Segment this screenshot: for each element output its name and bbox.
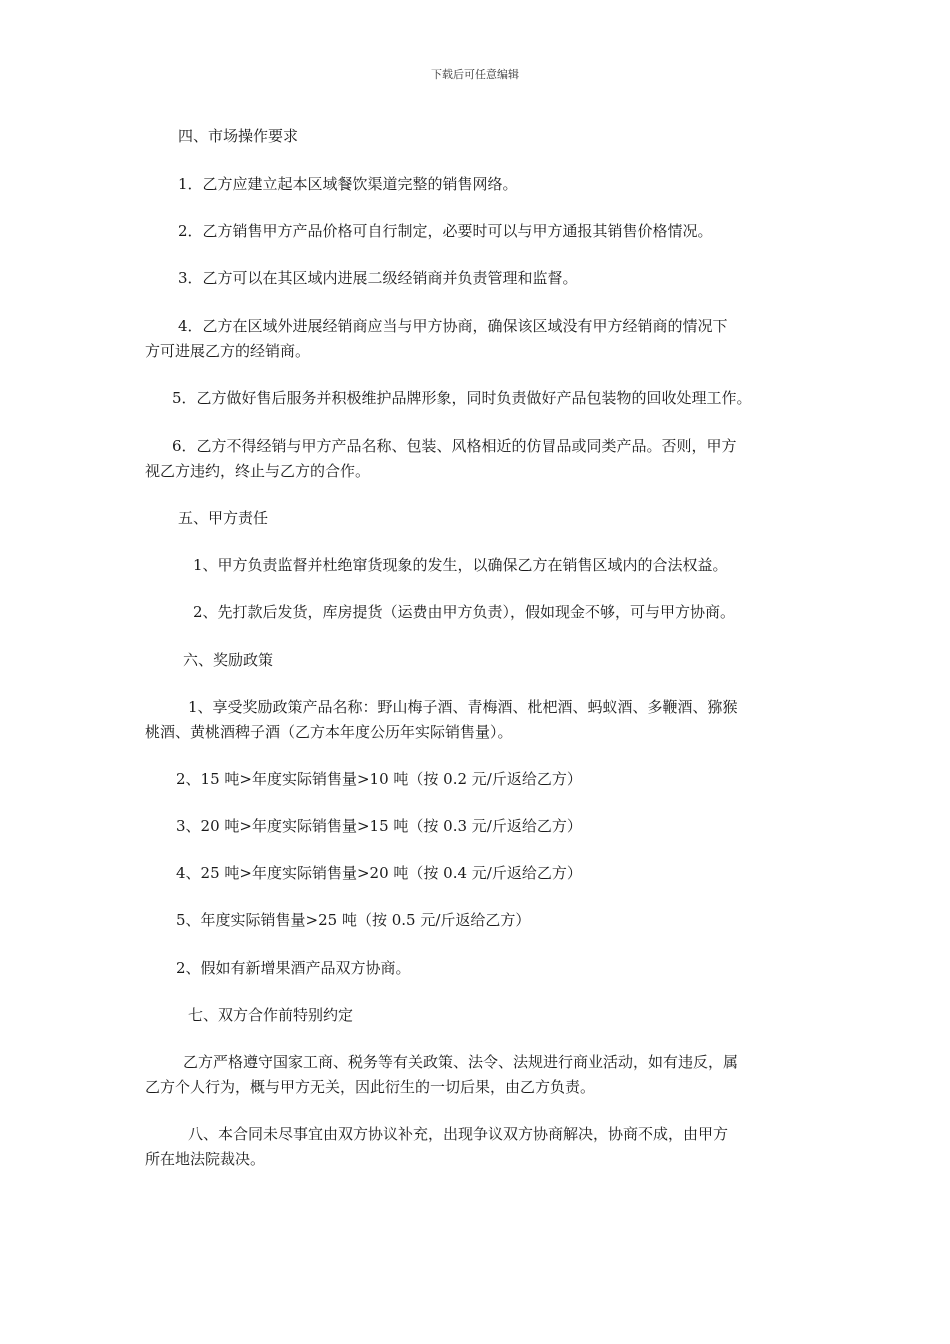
clause-4-3: 3．乙方可以在其区域内进展二级经销商并负责管理和监督。: [178, 269, 578, 287]
clause-4-4-line2: 方可进展乙方的经销商。: [145, 342, 311, 360]
clause-6-3: 3、20 吨>年度实际销售量>15 吨（按 0.3 元/斤返给乙方）: [176, 817, 582, 835]
clause-5-1: 1、甲方负责监督并杜绝窜货现象的发生，以确保乙方在销售区域内的合法权益。: [193, 556, 728, 574]
clause-4-6-line2: 视乙方违约，终止与乙方的合作。: [145, 462, 371, 480]
clause-4-4-line1: 4．乙方在区域外进展经销商应当与甲方协商，确保该区域没有甲方经销商的情况下: [178, 317, 728, 335]
clause-4-5: 5．乙方做好售后服务并积极维护品牌形象，同时负责做好产品包装物的回收处理工作。: [172, 389, 752, 407]
section-8-line2: 所在地法院裁决。: [145, 1150, 266, 1168]
section-8-line1: 八、本合同未尽事宜由双方协议补充，出现争议双方协商解决，协商不成，由甲方: [188, 1125, 729, 1143]
clause-6-1-line2: 桃酒、黄桃酒稗子酒（乙方本年度公历年实际销售量）。: [145, 723, 513, 741]
clause-6-2: 2、15 吨>年度实际销售量>10 吨（按 0.2 元/斤返给乙方）: [176, 770, 582, 788]
section-5-title: 五、甲方责任: [178, 509, 269, 527]
clause-7-1-line1: 乙方严格遵守国家工商、税务等有关政策、法令、法规进行商业活动，如有违反，属: [183, 1053, 739, 1071]
clause-6-5: 5、年度实际销售量>25 吨（按 0.5 元/斤返给乙方）: [176, 911, 531, 929]
page-header: 下载后可任意编辑: [431, 68, 519, 81]
clause-6-4: 4、25 吨>年度实际销售量>20 吨（按 0.4 元/斤返给乙方）: [176, 864, 582, 882]
section-6-title: 六、奖励政策: [183, 651, 274, 669]
clause-4-1: 1．乙方应建立起本区域餐饮渠道完整的销售网络。: [178, 175, 518, 193]
section-4-title: 四、市场操作要求: [178, 127, 299, 145]
section-7-title: 七、双方合作前特别约定: [188, 1006, 354, 1024]
clause-6-6: 2、假如有新增果酒产品双方协商。: [176, 959, 411, 977]
clause-5-2: 2、先打款后发货，库房提货（运费由甲方负责），假如现金不够，可与甲方协商。: [193, 603, 736, 621]
clause-7-1-line2: 乙方个人行为，概与甲方无关，因此衍生的一切后果，由乙方负责。: [145, 1078, 596, 1096]
clause-4-6-line1: 6．乙方不得经销与甲方产品名称、包装、风格相近的仿冒品或同类产品。否则，甲方: [172, 437, 737, 455]
clause-6-1-line1: 1、享受奖励政策产品名称：野山梅子酒、青梅酒、枇杷酒、蚂蚁酒、多鞭酒、猕猴: [188, 698, 738, 716]
clause-4-2: 2．乙方销售甲方产品价格可自行制定，必要时可以与甲方通报其销售价格情况。: [178, 222, 713, 240]
